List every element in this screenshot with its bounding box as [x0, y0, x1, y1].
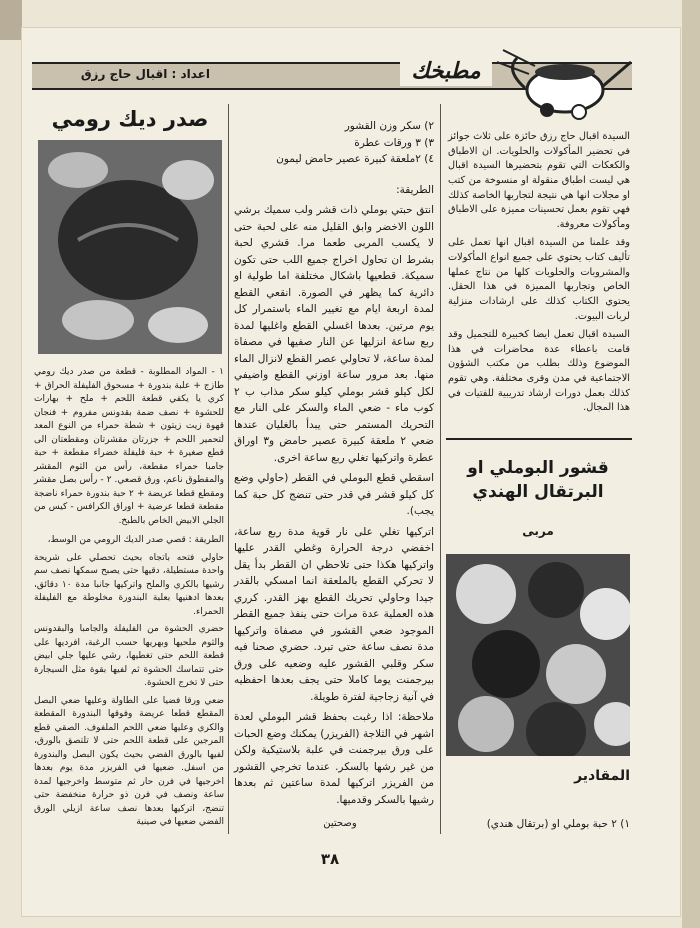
candied-peel-photo [446, 554, 630, 756]
ingredient-item: ٢) سكر وزن القشور [344, 120, 434, 132]
recipe-subtitle: مربى [522, 524, 554, 538]
stuffed-turkey-photo [38, 140, 222, 354]
author-line: اعداد : اقبال حاج رزق [80, 67, 210, 81]
closing-word: وصحتين [323, 818, 357, 829]
divider [446, 438, 632, 440]
ingredients-paragraph: ١ - المواد المطلوبة - قطعة من صدر ديك رومي طازج + علبة بندورة + مسحوق الفليفلة الحراق + كري يا يكفي قطعة اللحم + ملح + بهارات للحشوة + نصف ضمة بقدونس مفروم + فنجان قهوة زيت زيتون + شطة حمراء من النوع المعد لتحمير اللحم + جزرتان مقشرتان ومقطعتان الى قطع صغيرة + حبة فليفلة خضراء مقطعة + حبة جامبا حمراء مقطعة، رأس من الثوم المقشر والمقطوق ناعم، ورق قصعي. ٢ - رأس بصل مقشر ومقطع قطعا عريضة + ٢ حبة بندورة حمراء ناضجة مقطعة قطعا عرضية + اوراق الكرافس - كيس من الجلي الابيض الخاص بالطبخ. [34, 367, 224, 526]
ingredient-item: ١) ٢ حبة بوملي او (برتقال هندي) [486, 818, 630, 830]
intro-paragraph: السيدة اقبال حاج رزق حائزة على ثلاث جوائز في تحضير المأكولات والحلويات. ان الاطباق والكعكات التي تقوم بتحضيرها السيدة اقبال هي ليست اطباق منقولة او منسوخة من كتب او مجلات انها هي نتيجة لتجاربها الخاصة كذلك فهي تقوم بعمل تحسينات مميزة على الاطباق ومأكولات معروفة. [448, 131, 630, 230]
method-paragraph: حضري الحشوة من الفليفلة والجامبا والبقدونس والثوم ملحيها وبهريها حسب الرغبة، افرديها على قطعة اللحم حتى تغطيها، رشي عليها جلي ابيض حتى تتماسك الحشوة ثم لفيها بقوة مثل السيجارة حتى لا تخرج الحشوة. [34, 624, 224, 688]
page-edge-shadow [682, 0, 700, 928]
page-number: ٣٨ [320, 850, 340, 868]
turkey-recipe-text [34, 366, 224, 834]
pomelo-recipe-text [234, 118, 434, 812]
ingredients-heading: المقادير [574, 768, 630, 784]
method-paragraph: انتق حبتي بوملي ذات قشر ولب سميك برشي اللون الاخضر وابق القليل منه على لحبة حتى لا يكسب المربى طعما مرا. قشري لحبة بشرط ان تحاول اخراج جميع اللب حتى تكون سميكة. قطعيها باشكال مختلفة اما طولية او دائرية كما يظهر في الصورة. انقعي القطع لمدة اربعة ايام مع تغيير الماء باستمرار كل يوم مرتين. بعدها اغسلي القطع واغليها لمدة ربع ساعة انزليها عن النار صفيها في مصفاة لمدة ساعة، لا تحاولي عصر القطع لانزال الماء منها. بعد مرور ساعة اوزني القطع واضيفي لكل كيلو قشر بوملي كيلو سكر مذاب ب ٢ كوب ماء - ضعي الماء والسكر على النار مع التحريك المستمر حتى يبدأ بالغليان عندها ضعي ٢ ملعقة كبيرة عصير حامض و٣ اوراق عطرة واتركيها تغلي ربع ساعة اخرى. [234, 204, 434, 464]
note-paragraph: ملاحظة: اذا رغبت بحفظ قشر البوملي لعدة اشهر في الثلاجة (الفريزر) يمكنك وضع الحبات على ورق بيرجمنت في علبة بلاستيكية ولكن من غير رشها بالسكر. عندما تخرجي القشور من الفريزر اتركيها لمدة ساعتين ثم بعدها رشيها بالسكر وقدميها. [234, 711, 434, 806]
section-title: مطبخك [400, 58, 492, 86]
corner-shadow [0, 0, 22, 40]
method-heading: الطريقة : قصي صدر الديك الرومي من الوسط، [47, 535, 224, 545]
method-paragraph: ضعي ورقا فضيا على الطاولة وعليها ضعي البصل المقطع قطعا عريضة وفوقها البندورة المقطعة والكري وعليها ضعي اللحم الملفوف. الصقي قطع المرجين على قطعة اللحم حتى لا تلتصق بالورق، لفيها بالورق الفضي بحيث يكون البصل والبندورة من اسفل. ضعيها في الفريزر مدة يوم بعدها اخرجيها في فرن حار ثم متوسط واخرجيها لمدة ساعة ونصف في فرن ذو حرارة منخفضة حتى تنضج، اتركيها بعدها نصف ساعة ازيلي الورق الفضي ضعيها في صينية [34, 695, 224, 827]
recipe-title-turkey: صدر ديك رومي [51, 107, 209, 131]
ingredient-item: ٣) ٣ ورقات عطرة [354, 136, 434, 149]
method-paragraph: حاولي فتحه باتجاه بحيث تحصلي على شريحة واحدة مستطيلة، دقيها حتى يصبح سمكها نصف سم رشيها بالكري والملح واتركيها جانبا مدة ١٠ دقائق، بعدها ادهنيها بعلبة البندورة مخلوطة مع الفليفلة الحمراء. [34, 552, 224, 617]
method-heading: الطريقة: [396, 183, 434, 196]
ingredient-item: ٤) ٢ملعقة كبيرة عصير حامض ليمون [276, 153, 434, 165]
column-rule [440, 104, 441, 834]
kitchen-pot-illustration-icon [495, 40, 635, 120]
intro-paragraph: السيدة اقبال تعمل ايضا كخبيرة للتجميل وقد قامت باعطاء عدة محاضرات في هذا الموضوع وذلك بطلب من مكتب الشؤون الاجتماعية في مدن وقرى مختلفة. وهي تقوم كذلك بعمل دورات ارشاد تدريبية للفتيات في هذا المجال. [448, 329, 630, 414]
column-rule [228, 104, 229, 834]
intro-article [448, 130, 630, 420]
method-paragraph: اسقطي قطع البوملي في القطر (حاولي وضع كل كيلو قشر في قدر حتى تنضج كل حبة كما يجب). [234, 472, 434, 517]
recipe-title-pomelo: قشور البوملي او البرتقال الهندي [467, 458, 609, 502]
intro-paragraph: وقد علمنا من السيدة اقبال انها تعمل على تأليف كتاب يحتوي على جميع انواع المأكولات والمشروبات والحلويات كلها من نتاج عملها الخاص وتجاربها المميزة في هذا الحقل. يحتوي الكتاب كذلك على ارشادات منزلية لربات البيوت. [448, 237, 630, 322]
method-paragraph: اتركيها تغلي على نار قوية مدة ربع ساعة، اخفضي درجة الحرارة وغطي القدر عليها واتركيها هكذا حتى تلاحظي ان القطر بدأ يقل لا تحركي القطع بالملعقة انما امسكي بالقدر جيدا وحاولي تحريك القطع بهز القدر. كرري هذه العملية عدة مرات حتى ينفذ جميع القطر الموجود ضعي القشور في مصفاة واتركيها مدة نصف ساعة حتى تبرد. حضري صحنا فيه سكر وقلبي القشور عليه وضعيه على ورق بيرجمنت يوما كاملا حتى يجف بعدها احفظيه في آنية زجاجية لفترة طويلة. [234, 525, 434, 703]
